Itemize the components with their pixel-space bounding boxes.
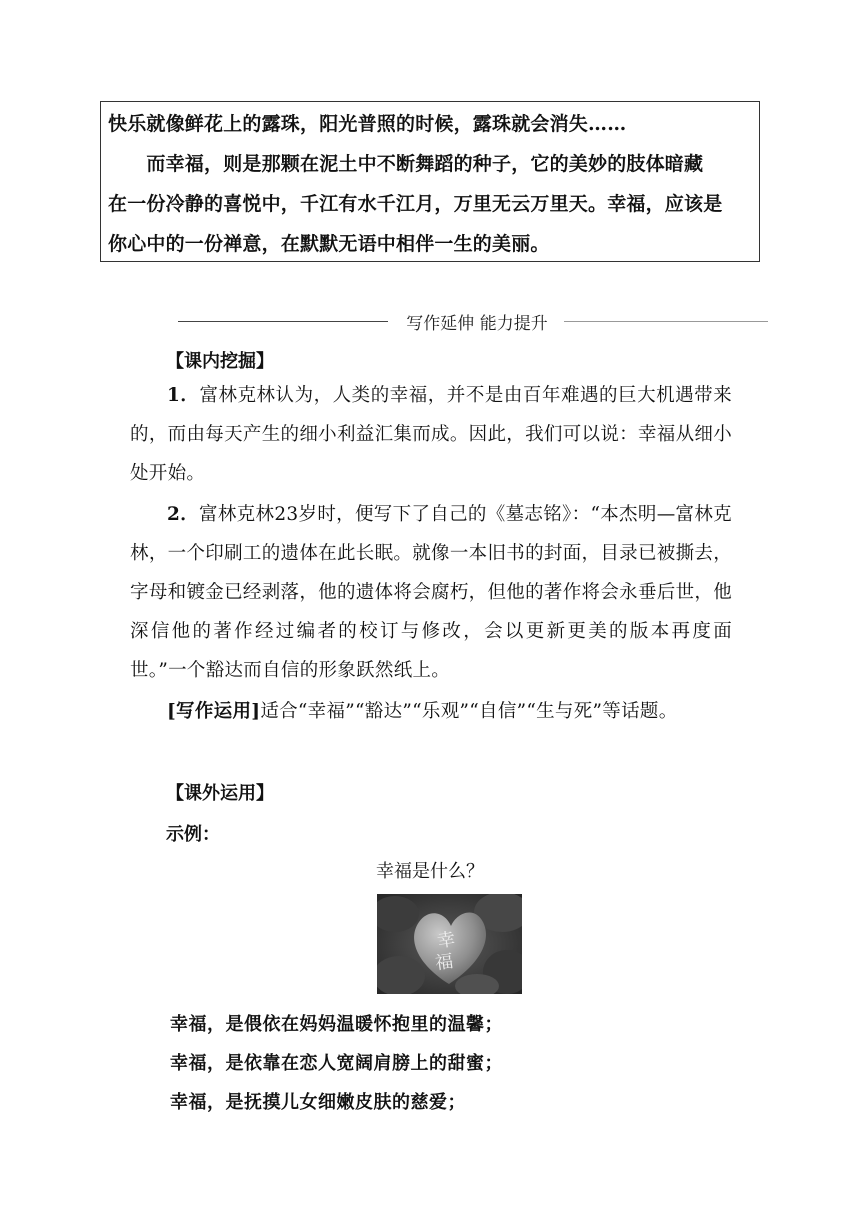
divider-rule-right: [564, 321, 768, 322]
item-2-text: 富林克林23岁时，便写下了自己的《墓志铭》：“本杰明—富林克林，一个印刷工的遗体在此长眠。就像一本旧书的封面，目录已被撕去，字母和镀金已经剥落，他的遗体将会腐朽，但他的著作将会永垂后世，他深信他的著作经过编者的校订与修改，会以更新更美的版本再度面世。”一个豁达而自信的形象跃然纸上。: [130, 504, 732, 681]
divider-rule-left: [178, 321, 388, 322]
box-line-3: 在一份冷静的喜悦中，千江有水千江月，万里无云万里天。幸福，应该是: [108, 193, 723, 215]
writing-use-tag: [写作运用]: [167, 701, 261, 722]
box-line-4: 你心中的一份禅意，在默默无语中相伴一生的美丽。: [108, 233, 550, 255]
example-title: 幸福是什么？: [376, 861, 484, 882]
heart-stone-image: [377, 894, 522, 994]
item-1-text: 富林克林认为，人类的幸福，并不是由百年难遇的巨大机遇带来的，而由每天产生的细小利益汇集而成。因此，我们可以说：幸福从细小处开始。: [130, 385, 732, 484]
item-2: [130, 495, 732, 690]
item-1: [130, 376, 732, 493]
heart-stone-graphic: [377, 894, 522, 994]
heart-glyph-2: 福: [433, 950, 455, 975]
divider-title: 写作延伸 能力提升: [406, 314, 548, 334]
example-label: 示例：: [166, 824, 220, 845]
section-heading-inside: 【课内挖掘】: [166, 351, 274, 372]
heart-glyph-1: 幸: [435, 928, 457, 953]
box-line-2: 而幸福，则是那颗在泥土中不断舞蹈的种子，它的美妙的肢体暗藏: [108, 153, 704, 175]
poem-line-3: 幸福，是抚摸儿女细嫩皮肤的慈爱；: [170, 1092, 466, 1113]
box-line-1: 快乐就像鲜花上的露珠，阳光普照的时候，露珠就会消失……: [108, 113, 627, 135]
writing-use: [130, 692, 732, 731]
writing-use-text: 适合“幸福”“豁达”“乐观”“自信”“生与死”等话题。: [260, 701, 678, 722]
item-1-number: 1．: [167, 385, 200, 406]
poem-line-2: 幸福，是依靠在恋人宽阔肩膀上的甜蜜；: [170, 1053, 503, 1074]
item-2-number: 2．: [167, 504, 200, 525]
section-divider: [178, 309, 768, 333]
poem-line-1: 幸福，是偎依在妈妈温暖怀抱里的温馨；: [170, 1014, 503, 1035]
section-heading-outside: 【课外运用】: [166, 783, 274, 804]
